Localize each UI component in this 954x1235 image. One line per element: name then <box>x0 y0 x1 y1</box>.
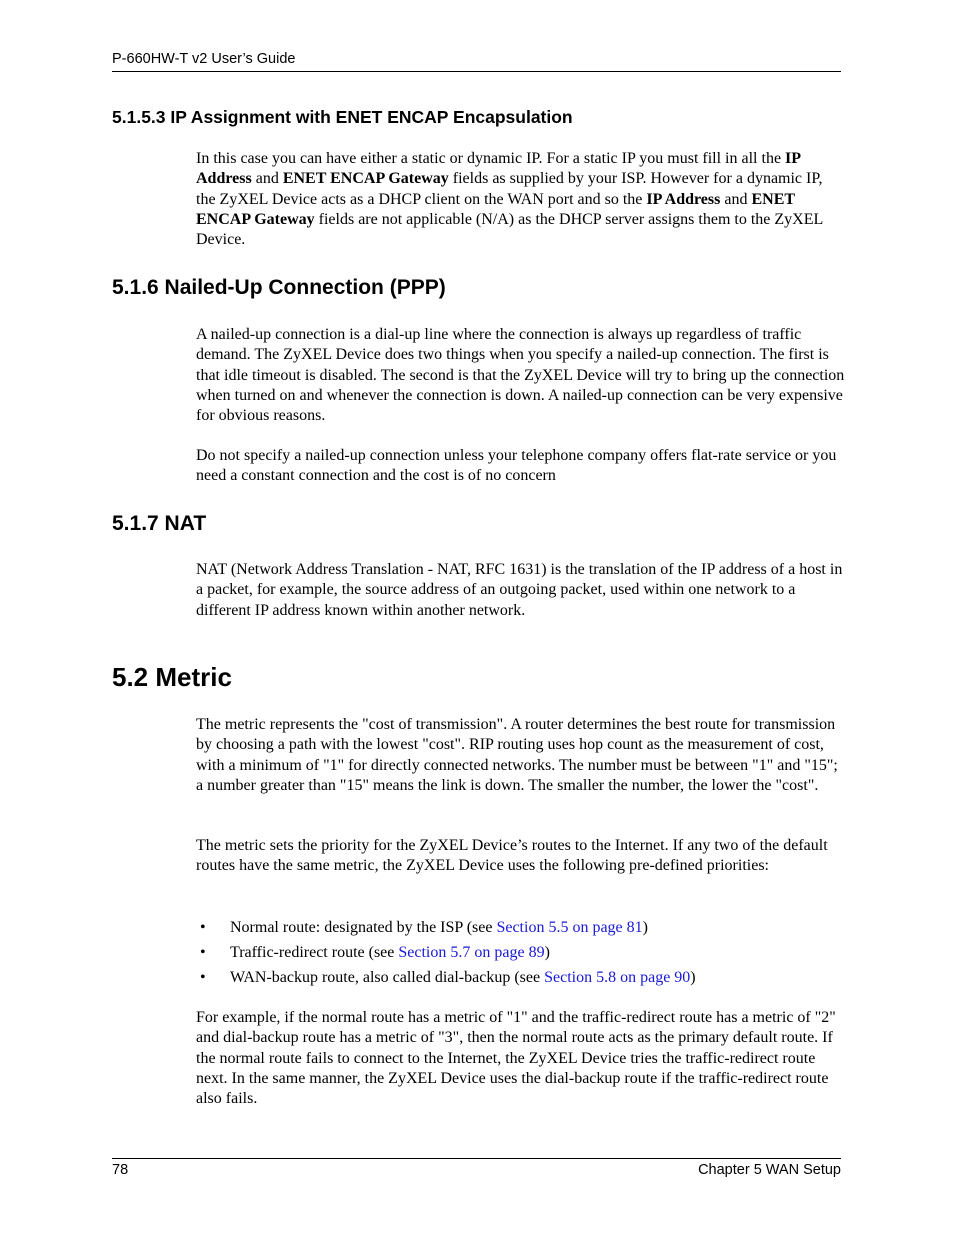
paragraph-metric-2: The metric sets the priority for the ZyXEL Device’s routes to the Internet. If any two of the default routes have the same metric, the ZyXEL Device uses the following pre-defined priorities: <box>196 837 828 875</box>
header-rule <box>112 71 841 72</box>
heading-5-1-7: 5.1.7 NAT <box>112 512 207 535</box>
bullet-icon: • <box>200 944 206 961</box>
running-header: P-660HW-T v2 User’s Guide <box>112 51 296 67</box>
link-section-5-5[interactable]: Section 5.5 on page 81 <box>496 919 643 936</box>
page-number: 78 <box>112 1162 129 1178</box>
paragraph-nat: NAT (Network Address Translation - NAT, RFC 1631) is the translation of the IP address of a host in a packet, for example, the source address of an outgoing packet, used within one network to a different IP address known within another network. <box>196 561 843 619</box>
paragraph-metric-1: The metric represents the "cost of transmission". A router determines the best route for transmission by choosing a path with the lowest "cost". RIP routing uses hop count as the measurement of cost, with a minimum of "1" for directly connected networks. The number must be between "1" and "15"; a number greater than "15" means the link is down. The smaller the number, the lower the "cost". <box>196 716 838 794</box>
bullet-icon: • <box>200 919 206 936</box>
bullet-icon: • <box>200 969 206 986</box>
list-item: • Traffic-redirect route (see Section 5.7 on page 89) <box>200 944 550 961</box>
footer-rule <box>112 1158 841 1159</box>
heading-5-1-5-3: 5.1.5.3 IP Assignment with ENET ENCAP Encapsulation <box>112 107 573 127</box>
chapter-title: Chapter 5 WAN Setup <box>698 1162 841 1178</box>
paragraph-ip-assignment: In this case you can have either a static or dynamic IP. For a static IP you must fill in all the IP Address and ENET ENCAP Gateway fields as supplied by your ISP. However for a dynamic IP, the ZyXEL Device acts as a DHCP client on the WAN port and so the IP Address and ENET ENCAP Gateway fields are not applicable (N/A) as the DHCP server assigns them to the ZyXEL Device. <box>196 150 823 249</box>
list-item: • Normal route: designated by the ISP (see Section 5.5 on page 81) <box>200 919 648 936</box>
paragraph-nailed-up-2: Do not specify a nailed-up connection unless your telephone company offers flat-rate service or you need a constant connection and the cost is of no concern <box>196 447 837 485</box>
link-section-5-8[interactable]: Section 5.8 on page 90 <box>544 969 691 986</box>
heading-5-1-6: 5.1.6 Nailed-Up Connection (PPP) <box>112 276 446 299</box>
paragraph-metric-3: For example, if the normal route has a metric of "1" and the traffic-redirect route has a metric of "2" and dial-backup route has a metric of "3", then the normal route acts as the primary default route. If the normal route fails to connect to the Internet, the ZyXEL Device tries the traffic-redirect route next. In the same manner, the ZyXEL Device uses the dial-backup route if the traffic-redirect route also fails. <box>196 1009 836 1108</box>
link-section-5-7[interactable]: Section 5.7 on page 89 <box>398 944 545 961</box>
heading-5-2: 5.2 Metric <box>112 662 232 692</box>
list-item: • WAN-backup route, also called dial-backup (see Section 5.8 on page 90) <box>200 969 696 986</box>
paragraph-nailed-up-1: A nailed-up connection is a dial-up line where the connection is always up regardless of traffic demand. The ZyXEL Device does two things when you specify a nailed-up connection. The first is that idle timeout is disabled. The second is that the ZyXEL Device will try to bring up the connection when turned on and whenever the connection is down. A nailed-up connection can be very expensive for obvious reasons. <box>196 326 845 425</box>
